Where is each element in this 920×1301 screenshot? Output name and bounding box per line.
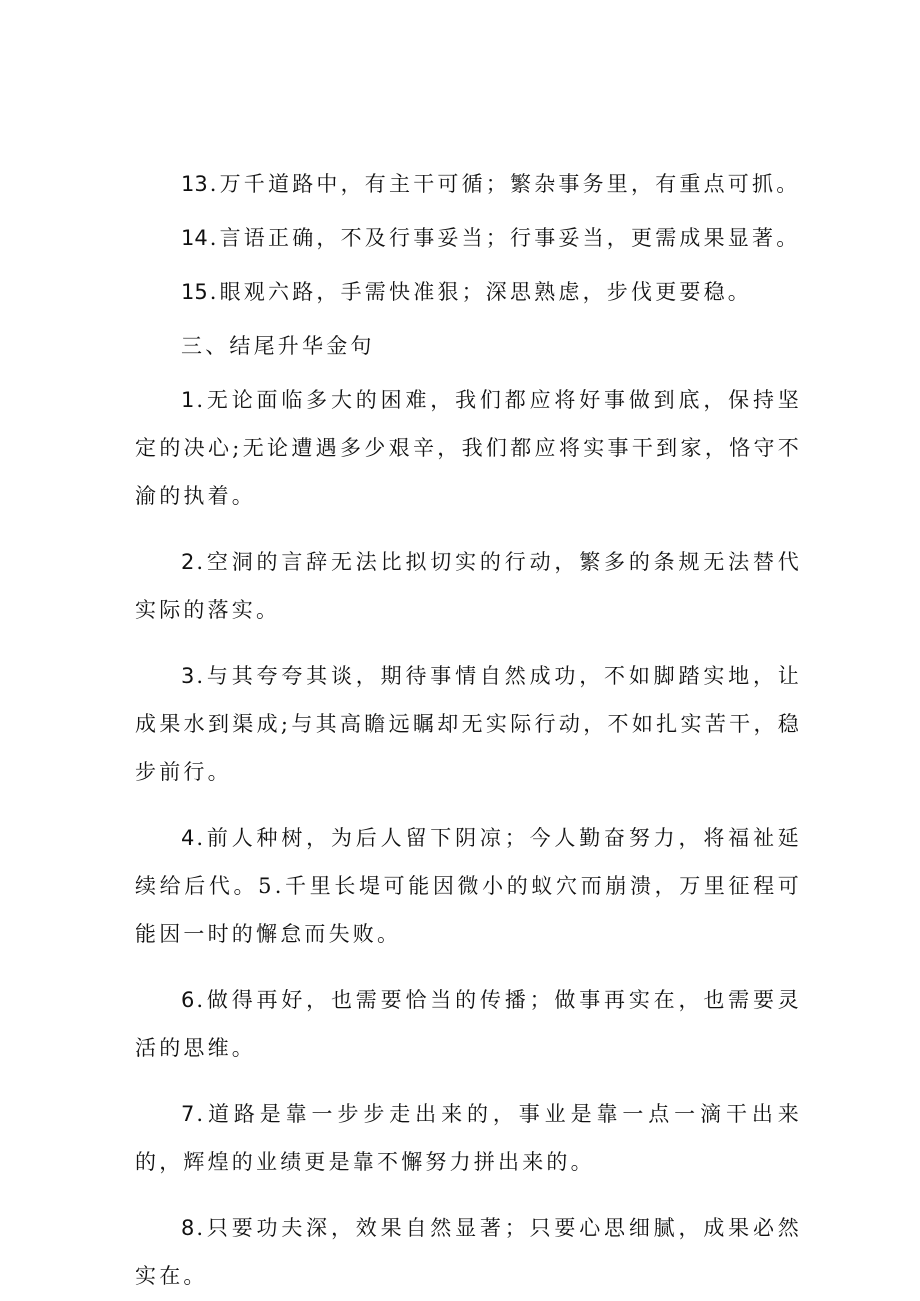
item-number: 13	[181, 172, 208, 196]
section-heading: 三、结尾升华金句	[181, 334, 375, 358]
closing-item-2	[135, 538, 802, 634]
list-item-14	[135, 214, 802, 262]
item-text: .做得再好，也需要恰当的传播；做事再实在，也需要灵活的思维。	[135, 988, 802, 1060]
item-text: .言语正确，不及行事妥当；行事妥当，更需成果显著。	[209, 226, 801, 250]
item-text: .空洞的言辞无法比拟切实的行动，繁多的条规无法替代实际的落实。	[135, 550, 802, 622]
closing-item-8	[135, 1204, 802, 1300]
closing-item-6	[135, 976, 802, 1072]
item-number: 3	[181, 664, 195, 688]
item-number: 14	[181, 226, 208, 250]
closing-item-1	[135, 376, 802, 520]
item-text: .前人种树，为后人留下阴凉；今人勤奋努力，将福祉延续给后代。5.千里长堤可能因微小的蚁穴而崩溃，万里征程可能因一时的懈怠而失败。	[135, 826, 802, 946]
item-number: 6	[181, 988, 195, 1012]
item-text: .道路是靠一步步走出来的，事业是靠一点一滴干出来的，辉煌的业绩更是靠不懈努力拼出来的。	[135, 1102, 802, 1174]
item-text: .只要功夫深，效果自然显著；只要心思细腻，成果必然实在。	[135, 1216, 802, 1288]
item-number: 8	[181, 1216, 195, 1240]
item-text: .无论面临多大的困难，我们都应将好事做到底，保持坚定的决心;无论遭遇多少艰辛，我们都应将实事干到家，恪守不渝的执着。	[135, 388, 802, 508]
item-text: .与其夸夸其谈，期待事情自然成功，不如脚踏实地，让成果水到渠成;与其高瞻远瞩却无实际行动，不如扎实苦干，稳步前行。	[135, 664, 802, 784]
item-text: .眼观六路，手需快准狠；深思熟虑，步伐更要稳。	[209, 280, 753, 304]
item-number: 15	[181, 280, 208, 304]
closing-item-7	[135, 1090, 802, 1186]
item-number: 2	[181, 550, 195, 574]
list-item-13	[135, 160, 802, 208]
item-text: .万千道路中，有主干可循；繁杂事务里，有重点可抓。	[209, 172, 801, 196]
item-number: 4	[181, 826, 195, 850]
closing-item-4	[135, 814, 802, 958]
item-number: 1	[181, 388, 195, 412]
item-number: 7	[181, 1102, 195, 1126]
list-item-15	[135, 268, 802, 316]
closing-item-3	[135, 652, 802, 796]
